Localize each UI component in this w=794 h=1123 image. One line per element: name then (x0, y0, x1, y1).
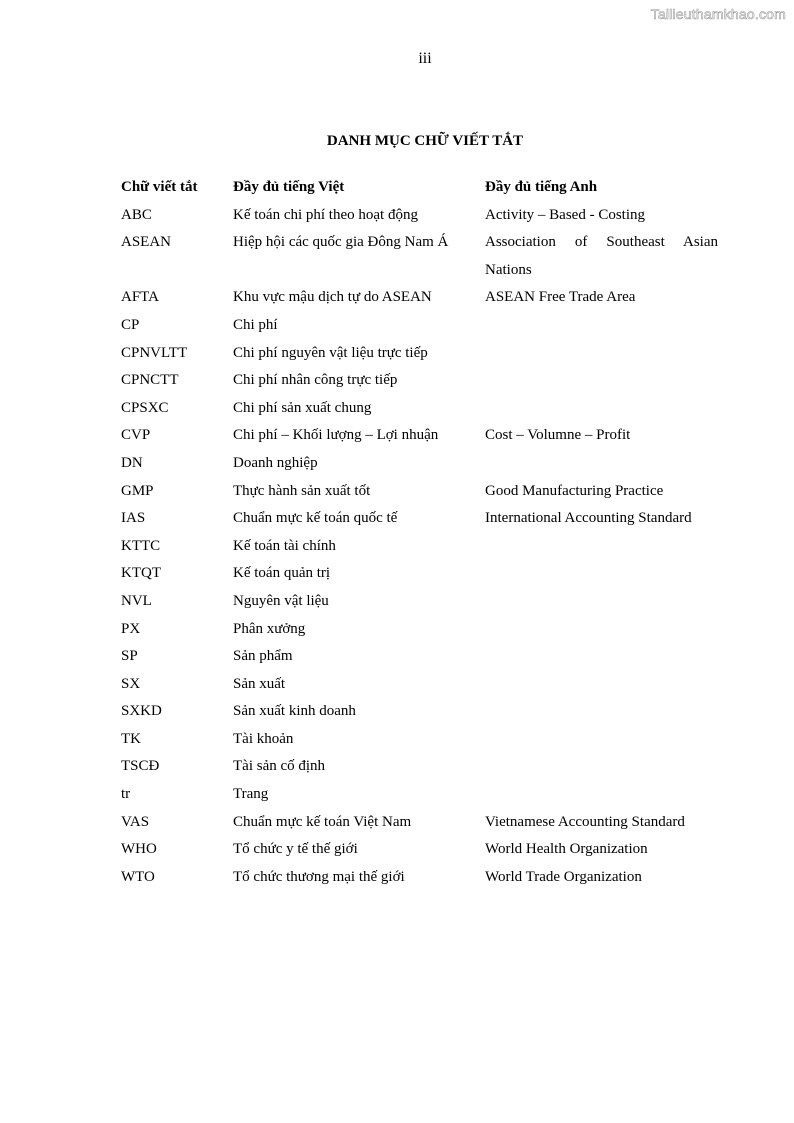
vietnamese-cell: Chi phí – Khối lượng – Lợi nhuận (233, 427, 439, 444)
english-line: Association of Southeast Asian (485, 234, 718, 251)
abbreviation-cell: WTO (121, 868, 155, 885)
table-row (121, 560, 718, 588)
english-cell (485, 395, 718, 423)
english-cell: World Trade Organization (485, 868, 642, 885)
header-english: Đầy đủ tiếng Anh (485, 179, 598, 195)
vietnamese-cell: Trang (233, 786, 269, 803)
table-row (121, 588, 718, 616)
table-row (121, 753, 718, 781)
table-row (121, 864, 718, 892)
english-cell: World Health Organization (485, 841, 648, 858)
abbreviation-cell: KTQT (121, 565, 161, 582)
vietnamese-cell: Phân xưởng (233, 620, 306, 637)
abbreviation-cell: KTTC (121, 537, 161, 554)
vietnamese-cell: Thực hành sản xuất tốt (233, 482, 371, 499)
vietnamese-cell: Kế toán quản trị (233, 565, 331, 582)
english-cell (485, 560, 718, 588)
table-row (121, 643, 718, 671)
table-row (121, 726, 718, 754)
vietnamese-cell: Doanh nghiệp (233, 454, 318, 471)
table-row (121, 671, 718, 699)
table-row (121, 505, 718, 533)
abbreviation-cell: SP (121, 648, 138, 665)
english-cell (485, 781, 718, 809)
vietnamese-cell: Chuẩn mực kế toán Việt Nam (233, 813, 412, 830)
header-vietnamese: Đầy đủ tiếng Việt (233, 179, 345, 195)
page-title: DANH MỤC CHỮ VIẾT TẮT (326, 133, 524, 149)
english-line: Nations (485, 261, 532, 278)
table-row (121, 202, 718, 230)
english-cell (485, 450, 718, 478)
english-cell (485, 698, 718, 726)
english-cell (485, 753, 718, 781)
vietnamese-cell: Sản phẩm (233, 648, 293, 665)
vietnamese-cell: Chi phí nhân công trực tiếp (233, 372, 398, 389)
vietnamese-cell: Chi phí nguyên vật liệu trực tiếp (233, 344, 428, 361)
table-row (121, 533, 718, 561)
abbreviation-cell: VAS (121, 813, 150, 830)
abbreviation-cell: SXKD (121, 703, 162, 720)
vietnamese-cell: Chuẩn mực kế toán quốc tế (233, 510, 398, 527)
english-cell: Vietnamese Accounting Standard (485, 813, 685, 830)
table-row (121, 312, 718, 340)
english-cell (485, 312, 718, 340)
abbreviation-cell: ABC (121, 206, 152, 223)
english-cell (485, 588, 718, 616)
abbreviation-cell: TK (121, 730, 141, 747)
vietnamese-cell: Tài sản cố định (233, 758, 326, 775)
english-cell: International Accounting Standard (485, 510, 692, 527)
table-row (121, 836, 718, 864)
abbreviation-table (121, 174, 718, 891)
table-row (121, 422, 718, 450)
english-cell (485, 671, 718, 699)
abbreviation-cell: ASEAN (121, 234, 172, 251)
vietnamese-cell: Nguyên vật liệu (233, 592, 329, 609)
english-cell (485, 726, 718, 754)
english-cell (485, 340, 718, 368)
vietnamese-cell: Sản xuất kinh doanh (233, 703, 356, 720)
vietnamese-cell: Kế toán chi phí theo hoạt động (233, 206, 418, 223)
english-cell (485, 533, 718, 561)
abbreviation-cell: CPNVLTT (121, 344, 188, 361)
table-row (121, 367, 718, 395)
abbreviation-cell: SX (121, 675, 141, 692)
page-number: iii (418, 50, 432, 67)
english-cell: Good Manufacturing Practice (485, 482, 664, 499)
vietnamese-cell: Khu vực mậu dịch tự do ASEAN (233, 289, 432, 306)
abbreviation-cell: CPSXC (121, 399, 169, 416)
english-cell (485, 367, 718, 395)
english-cell: ASEAN Free Trade Area (485, 289, 636, 306)
table-row (121, 781, 718, 809)
vietnamese-cell: Hiệp hội các quốc gia Đông Nam Á (233, 234, 449, 251)
watermark: Tailieuthamkhao.com (650, 6, 786, 22)
vietnamese-cell: Tài khoản (233, 730, 294, 747)
vietnamese-cell: Tổ chức thương mại thế giới (233, 868, 405, 885)
abbreviation-cell: CVP (121, 427, 151, 444)
table-row (121, 284, 718, 312)
abbreviation-cell: WHO (121, 841, 157, 858)
abbreviation-cell: tr (121, 786, 131, 803)
english-cell (485, 643, 718, 671)
vietnamese-cell: Tổ chức y tế thế giới (233, 841, 358, 858)
table-row (121, 478, 718, 506)
table-row (121, 698, 718, 726)
abbreviation-cell: IAS (121, 510, 146, 527)
abbreviation-cell: GMP (121, 482, 154, 499)
table-row (121, 809, 718, 837)
abbreviation-cell: DN (121, 454, 143, 471)
table-body (121, 202, 718, 892)
table-row (121, 229, 718, 284)
abbreviation-cell: AFTA (121, 289, 159, 306)
abbreviation-cell: NVL (121, 592, 152, 609)
abbreviation-cell: CPNCTT (121, 372, 179, 389)
table-row (121, 340, 718, 368)
abbreviation-cell: TSCĐ (121, 758, 160, 775)
english-cell (485, 616, 718, 644)
table-header-row (121, 174, 718, 202)
table-row (121, 450, 718, 478)
english-cell: Cost – Volumne – Profit (485, 427, 631, 444)
table-row (121, 395, 718, 423)
abbreviation-cell: PX (121, 620, 141, 637)
english-cell: Activity – Based - Costing (485, 206, 645, 223)
vietnamese-cell: Chi phí (233, 316, 278, 333)
vietnamese-cell: Sản xuất (233, 675, 286, 692)
english-cell (485, 229, 718, 284)
vietnamese-cell: Kế toán tài chính (233, 537, 336, 554)
header-abbreviation: Chữ viết tắt (121, 179, 198, 195)
vietnamese-cell: Chi phí sản xuất chung (233, 399, 372, 416)
abbreviation-cell: CP (121, 316, 140, 333)
table-row (121, 616, 718, 644)
